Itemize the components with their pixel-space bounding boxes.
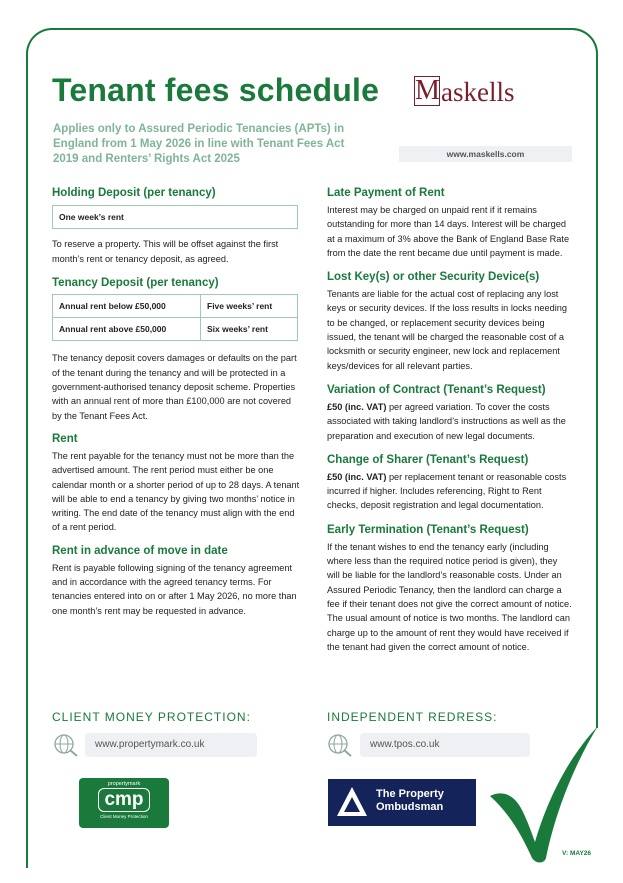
advance-rent-text: Rent is payable following signing of the tenancy agreement and in accordance with the agreed tenancy terms. For tenancies entered into on or after 1 May 2026, no more than one month’s rent may be requested in advance. <box>52 562 297 616</box>
cmp-badge-top: propertymark <box>107 781 141 787</box>
left-column <box>52 186 300 618</box>
tenancy-deposit-table <box>52 294 298 342</box>
globe-search-icon <box>52 732 80 758</box>
tenancy-deposit-text: The tenancy deposit covers damages or defaults on the part of the tenant during the tenancy and will be protected in a government-authorised tenancy deposit scheme. Properties with an annual rent of more than £100,000 are not covered by the Tenant Fees Act. <box>52 353 297 421</box>
change-sharer-heading: Change of Sharer (Tenant’s Request) <box>327 453 529 466</box>
holding-deposit-heading: Holding Deposit (per tenancy) <box>52 187 216 199</box>
table-cell: Six weeks’ rent <box>201 318 298 341</box>
early-termination-text: If the tenant wishes to end the tenancy early (including where less than the required notice period is given), they will be liable for the landlord’s reasonable costs. Under an Assured Periodic Tenancy, then the landlord can charge a fee if their tenant does not give the correct amount of notice. The usual amount of notice is two months. The landlord can charge up to the amount of rent they would have received if the tenant had given the correct amount of notice. <box>327 541 572 652</box>
lost-keys-heading: Lost Key(s) or other Security Device(s) <box>327 271 540 284</box>
holding-deposit-text: To reserve a property. This will be offset against the first month’s rent or tenancy deposit, as agreed. <box>52 239 279 264</box>
table-row <box>53 318 298 341</box>
logo-initial: M <box>415 75 440 106</box>
cmp-label: CLIENT MONEY PROTECTION: <box>52 710 251 724</box>
tpo-logo-icon <box>335 785 369 819</box>
checkmark-icon <box>488 718 600 868</box>
change-sharer-fee: £50 (inc. VAT) <box>327 471 387 482</box>
table-cell: Annual rent above £50,000 <box>53 318 201 341</box>
maskells-logo <box>414 76 515 106</box>
cmp-badge <box>79 778 169 828</box>
redress-url[interactable]: www.tpos.co.uk <box>360 733 530 757</box>
table-row <box>53 294 298 317</box>
variation-text <box>327 400 572 443</box>
holding-deposit-cell: One week’s rent <box>53 206 298 229</box>
version-label: V: MAY26 <box>562 850 592 857</box>
globe-search-icon <box>326 732 354 758</box>
table-cell: Five weeks’ rent <box>201 294 298 317</box>
website-link[interactable]: www.maskells.com <box>399 146 572 162</box>
cmp-url[interactable]: www.propertymark.co.uk <box>85 733 257 757</box>
tenancy-deposit-heading: Tenancy Deposit (per tenancy) <box>52 276 219 289</box>
early-termination-heading: Early Termination (Tenant’s Request) <box>327 523 529 536</box>
tpo-line2: Ombudsman <box>376 801 444 813</box>
page-subtitle: Applies only to Assured Periodic Tenancies (APTs) in England from 1 May 2026 in line with Tenant Fees Act 2019 and Renters’ Rights Act 2025 <box>53 123 345 165</box>
page-title: Tenant fees schedule <box>52 72 380 108</box>
rent-heading: Rent <box>52 432 78 445</box>
late-payment-heading: Late Payment of Rent <box>327 187 445 199</box>
lost-keys-text: Tenants are liable for the actual cost of replacing any lost keys or security devices. If the loss results in locks needing to be changed, or replacement security devices being issued, the tenant will be charged the reasonable cost of a locksmith or security engineer, new lock and replacement keys/devices for all relevant parties. <box>327 289 568 371</box>
redress-label: INDEPENDENT REDRESS: <box>327 710 498 724</box>
variation-heading: Variation of Contract (Tenant’s Request) <box>327 383 546 396</box>
cmp-badge-bottom: Client Money Protection <box>100 814 148 819</box>
page-frame-corner <box>568 28 598 728</box>
right-column <box>327 186 572 654</box>
advance-rent-heading: Rent in advance of move in date <box>52 544 228 557</box>
late-payment-text: Interest may be charged on unpaid rent if it remains outstanding for more than 14 days. Interest will be charged at a maximum of 3% above the Bank of England Base Rate from the date the rent became due until payment is made. <box>327 205 570 258</box>
rent-text: The rent payable for the tenancy must not be more than the advertised amount. The rent period must either be one calendar month or a shorter period of up to 28 days. A tenant will be able to end a tenancy by giving two months’ notice in writing. The end date of the tenancy must align with the end of a rent period. <box>52 450 300 533</box>
variation-desc: per agreed variation. To cover the costs associated with taking landlord’s instructions as well as the preparation and execution of new legal documents. <box>327 401 566 441</box>
tpo-badge <box>328 779 476 826</box>
variation-fee: £50 (inc. VAT) <box>327 401 387 412</box>
change-sharer-desc: per replacement tenant or reasonable costs incurred if higher. Includes referencing, Right to Rent checks, deposit registration and legal documentation. <box>327 471 567 511</box>
tpo-line1: The Property <box>376 788 444 800</box>
logo-wordmark: askells <box>441 77 515 107</box>
holding-deposit-table <box>52 205 298 229</box>
tpo-text <box>376 788 444 814</box>
change-sharer-text <box>327 470 572 513</box>
cmp-badge-main: cmp <box>98 788 150 812</box>
table-cell: Annual rent below £50,000 <box>53 294 201 317</box>
